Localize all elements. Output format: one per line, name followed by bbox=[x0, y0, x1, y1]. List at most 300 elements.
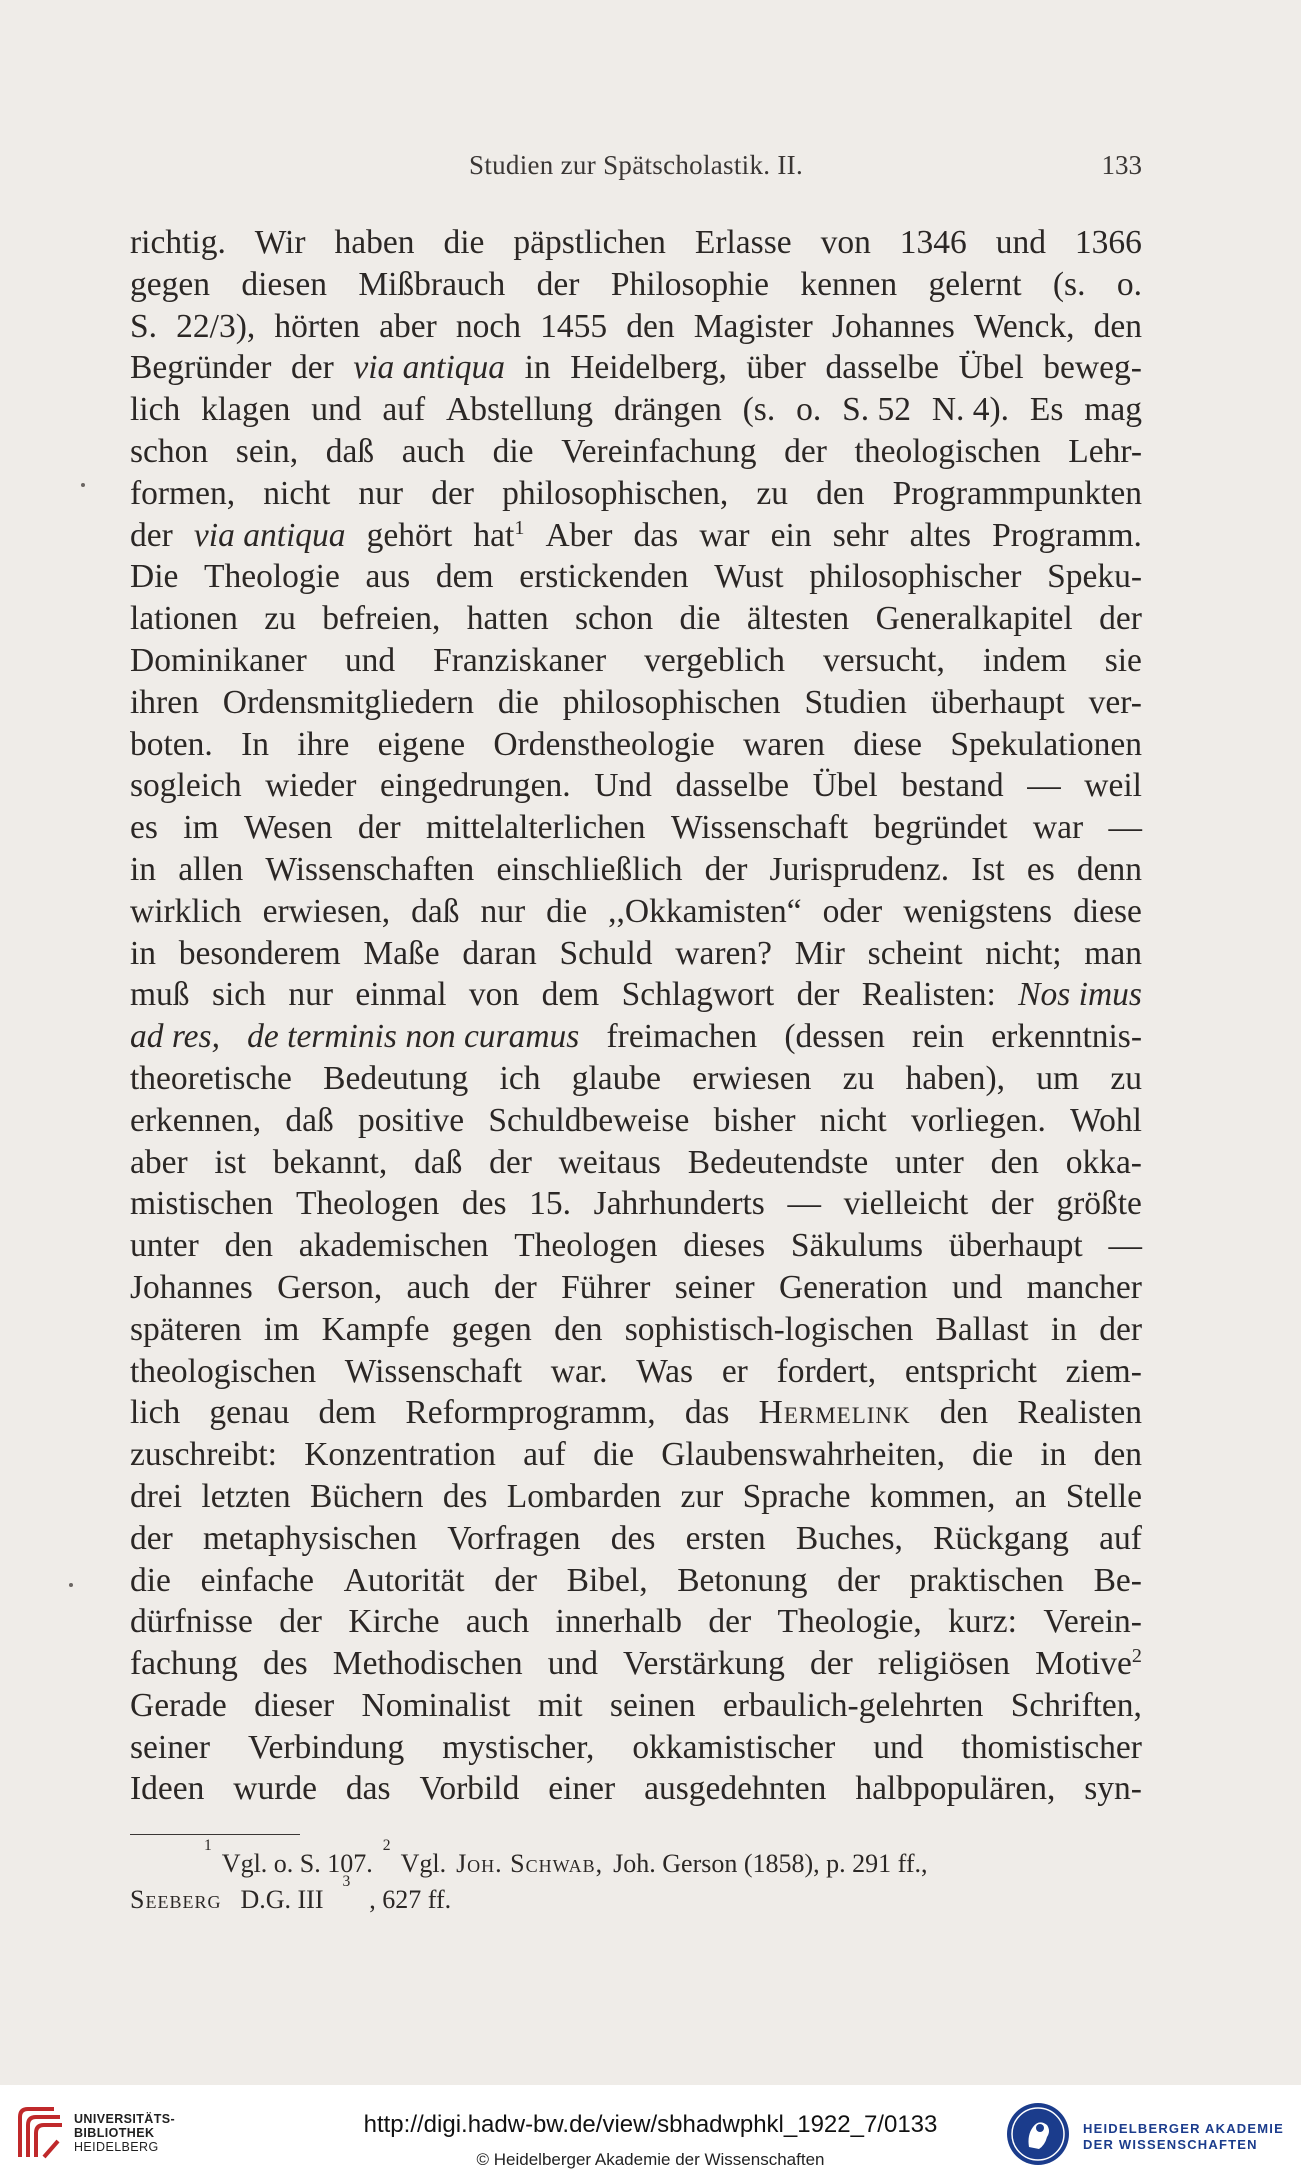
text-line bbox=[130, 640, 1142, 682]
word bbox=[1089, 682, 1142, 724]
word-text: Ist bbox=[971, 850, 1005, 888]
word bbox=[323, 1058, 468, 1100]
word bbox=[362, 1685, 511, 1727]
word bbox=[708, 1601, 751, 1643]
word bbox=[823, 640, 945, 682]
word bbox=[961, 1727, 1142, 1769]
word bbox=[570, 347, 727, 389]
word-text: o. bbox=[796, 391, 822, 429]
word-text: hörten bbox=[274, 307, 360, 345]
text-line bbox=[130, 849, 1142, 891]
word-text: lich bbox=[130, 1394, 181, 1432]
word-text: die bbox=[492, 432, 534, 470]
text-line bbox=[130, 1309, 1142, 1351]
word bbox=[493, 724, 714, 766]
word bbox=[130, 222, 226, 264]
word-text: muß bbox=[130, 976, 190, 1014]
word bbox=[353, 347, 505, 389]
word bbox=[462, 933, 536, 975]
word bbox=[358, 264, 505, 306]
word bbox=[675, 1267, 755, 1309]
word bbox=[952, 1267, 1002, 1309]
word-text: philosophischen bbox=[562, 683, 781, 721]
word bbox=[411, 891, 459, 933]
word bbox=[936, 1309, 1029, 1351]
word-text: Theologie bbox=[204, 558, 340, 596]
word-text: Lehr- bbox=[1068, 432, 1142, 470]
word bbox=[130, 389, 180, 431]
word-text: man bbox=[1084, 934, 1142, 972]
word-text: Buches, bbox=[795, 1519, 903, 1557]
word-text: die bbox=[679, 600, 721, 638]
word-text: hat bbox=[473, 516, 515, 554]
word bbox=[130, 1058, 292, 1100]
page-url-link[interactable]: http://digi.hadw-bw.de/view/sbhadwphkl_1922_7/0133 bbox=[363, 2111, 938, 2138]
text-line bbox=[130, 724, 1142, 766]
word bbox=[844, 1183, 969, 1225]
word bbox=[130, 1643, 238, 1685]
word-text: den bbox=[554, 1310, 603, 1348]
word bbox=[800, 264, 897, 306]
word-text: und bbox=[873, 1728, 924, 1766]
word-text: Bedeutung bbox=[323, 1059, 469, 1097]
word-text: Theologen bbox=[514, 1227, 658, 1265]
text-line bbox=[130, 1685, 1142, 1727]
word bbox=[178, 849, 243, 891]
word-text: sophistisch-logischen bbox=[624, 1310, 914, 1348]
word bbox=[358, 473, 403, 515]
word bbox=[974, 306, 1075, 348]
word-text: auch bbox=[465, 1603, 530, 1641]
word bbox=[130, 640, 307, 682]
word-text: waren bbox=[743, 725, 825, 763]
word-text: daran bbox=[462, 934, 537, 972]
word bbox=[201, 1476, 290, 1518]
word-text: um bbox=[1036, 1059, 1080, 1097]
word bbox=[771, 515, 812, 557]
word-text: Programmpunkten bbox=[892, 474, 1142, 512]
word bbox=[1033, 807, 1083, 849]
word-text: Magister bbox=[693, 307, 813, 345]
word bbox=[1027, 1267, 1142, 1309]
word-text: begründet bbox=[873, 809, 1008, 847]
word bbox=[462, 1183, 507, 1225]
word-text: Realisten bbox=[1017, 1394, 1142, 1432]
word-text: haben), bbox=[905, 1059, 1006, 1097]
word-text: letzten bbox=[201, 1477, 291, 1515]
word-text: 1346 bbox=[899, 224, 967, 261]
word-text: dasselbe bbox=[675, 767, 790, 805]
text-line bbox=[130, 1434, 1142, 1476]
word-text: des bbox=[442, 1477, 488, 1515]
word-text: Motive bbox=[1035, 1645, 1132, 1683]
word bbox=[795, 933, 845, 975]
word-text: nicht bbox=[263, 474, 331, 512]
word bbox=[842, 389, 911, 431]
word-text: richtig. bbox=[130, 224, 226, 261]
word-text: Kirche bbox=[348, 1603, 440, 1641]
word bbox=[820, 1100, 887, 1142]
word-text: aus bbox=[365, 558, 411, 596]
word bbox=[746, 347, 806, 389]
word bbox=[419, 1768, 519, 1810]
word bbox=[277, 1267, 382, 1309]
word-text: seiner bbox=[130, 1728, 210, 1766]
word bbox=[183, 807, 218, 849]
text-line bbox=[130, 556, 1142, 598]
word-text: Methodischen bbox=[332, 1645, 523, 1683]
word bbox=[991, 1016, 1142, 1058]
word bbox=[949, 1225, 1083, 1267]
word bbox=[722, 1351, 748, 1393]
word-text: Theologie, bbox=[777, 1603, 922, 1641]
word bbox=[274, 306, 360, 348]
word-text: ein bbox=[770, 516, 812, 554]
word bbox=[910, 1560, 1064, 1602]
word bbox=[611, 1518, 656, 1560]
word bbox=[333, 1643, 523, 1685]
text-line bbox=[130, 264, 1142, 306]
word-text: S. 52 bbox=[842, 391, 911, 429]
word-text: 1366 bbox=[1074, 224, 1142, 261]
footnote-number: 3 bbox=[342, 1873, 351, 1890]
word-text: rein bbox=[912, 1018, 965, 1056]
word bbox=[279, 1601, 322, 1643]
word bbox=[130, 1601, 253, 1643]
running-head-title: Studien zur Spätscholastik. II. bbox=[469, 150, 803, 180]
word-text: dem bbox=[435, 558, 494, 596]
word-text: es bbox=[130, 809, 158, 847]
word-text: den bbox=[1093, 307, 1142, 345]
word-text: Es bbox=[1029, 391, 1064, 429]
word-text: auf bbox=[1099, 1519, 1142, 1557]
word bbox=[791, 1225, 923, 1267]
word-text: formen, bbox=[130, 474, 236, 512]
word-text: die bbox=[130, 1561, 171, 1599]
word-text: Wust bbox=[714, 558, 784, 596]
word-text: und bbox=[952, 1268, 1003, 1306]
word bbox=[636, 1351, 693, 1393]
word bbox=[265, 849, 474, 891]
word bbox=[743, 724, 825, 766]
word-text: erwiesen bbox=[692, 1059, 812, 1097]
word-text: wurde bbox=[233, 1770, 318, 1808]
word bbox=[264, 598, 296, 640]
word bbox=[456, 1846, 603, 1882]
word-text: indem bbox=[982, 641, 1067, 679]
word bbox=[996, 222, 1046, 264]
margin-speck bbox=[69, 1583, 73, 1587]
word bbox=[932, 389, 1009, 431]
word bbox=[991, 1183, 1034, 1225]
word-text: akademischen bbox=[298, 1227, 489, 1265]
word bbox=[488, 1100, 689, 1142]
word-text: der bbox=[489, 1143, 532, 1181]
word-text: waren? bbox=[675, 934, 772, 972]
word-text: mittelalterlichen bbox=[426, 809, 646, 847]
word-text: Vorfragen bbox=[447, 1519, 581, 1557]
word-text: der bbox=[279, 1603, 322, 1641]
word-text: in bbox=[130, 934, 157, 972]
word-text: Seeberg bbox=[130, 1885, 222, 1914]
word-text: Konzentration bbox=[304, 1436, 496, 1474]
word bbox=[992, 515, 1142, 557]
word bbox=[843, 1058, 875, 1100]
word-text: Ordensmitgliedern bbox=[222, 683, 474, 721]
word-text: sich bbox=[211, 976, 266, 1014]
word-text: Maße bbox=[363, 934, 440, 972]
text-line bbox=[130, 765, 1142, 807]
word bbox=[1094, 1560, 1142, 1602]
word bbox=[130, 807, 158, 849]
word bbox=[1056, 1183, 1142, 1225]
word-text: ersten bbox=[685, 1519, 766, 1557]
word bbox=[816, 473, 864, 515]
text-line bbox=[130, 807, 1142, 849]
word-text: den bbox=[939, 1394, 989, 1432]
word bbox=[334, 222, 414, 264]
word-text: okkamistischer bbox=[632, 1728, 836, 1766]
word-text: ausgedehnten bbox=[644, 1770, 827, 1808]
word bbox=[130, 933, 156, 975]
footnote-rule bbox=[130, 1834, 300, 1835]
word-text: Verein- bbox=[1043, 1603, 1142, 1641]
word bbox=[1047, 556, 1142, 598]
text-line bbox=[130, 222, 1142, 264]
word bbox=[369, 1882, 462, 1918]
word-text: Abstellung bbox=[446, 391, 594, 429]
word bbox=[694, 306, 813, 348]
word-text: er bbox=[721, 1352, 748, 1390]
word bbox=[326, 431, 374, 473]
word-text: erstickenden bbox=[519, 558, 689, 596]
word-text: die bbox=[972, 1436, 1014, 1474]
word bbox=[832, 306, 955, 348]
word bbox=[273, 1142, 387, 1184]
word-text: dieser bbox=[254, 1686, 335, 1724]
word-text: Schuldbeweise bbox=[488, 1101, 690, 1139]
word-text: Franziskaner bbox=[433, 641, 607, 679]
word bbox=[176, 306, 255, 348]
word bbox=[130, 1768, 204, 1810]
word bbox=[296, 1183, 439, 1225]
word bbox=[912, 1016, 964, 1058]
word bbox=[263, 891, 390, 933]
word bbox=[626, 306, 674, 348]
word-text: dieses bbox=[683, 1227, 766, 1265]
word-text: theologischen bbox=[130, 1352, 317, 1390]
word-text: Büchern bbox=[310, 1477, 424, 1515]
word bbox=[900, 222, 967, 264]
word bbox=[130, 1309, 242, 1351]
text-line bbox=[130, 1518, 1142, 1560]
text-line bbox=[130, 1100, 1142, 1142]
word bbox=[493, 431, 534, 473]
word-text: war. bbox=[550, 1352, 608, 1390]
word bbox=[1108, 1225, 1142, 1267]
word bbox=[779, 1267, 928, 1309]
word bbox=[467, 598, 549, 640]
word-text: erkennen, bbox=[130, 1101, 262, 1139]
word bbox=[1094, 306, 1142, 348]
word-text: weil bbox=[1084, 767, 1142, 805]
word bbox=[575, 598, 653, 640]
word-text: 15. bbox=[529, 1185, 572, 1223]
word-text: ziem- bbox=[1065, 1352, 1142, 1390]
word bbox=[770, 849, 950, 891]
word-text: bisher bbox=[713, 1101, 796, 1139]
word bbox=[405, 1392, 655, 1434]
word-text: einfache bbox=[200, 1561, 315, 1599]
word-text: die bbox=[497, 683, 539, 721]
word-text: sein, bbox=[235, 432, 299, 470]
word-text: der bbox=[536, 265, 580, 303]
word bbox=[130, 765, 242, 807]
word bbox=[201, 389, 290, 431]
word bbox=[787, 1183, 821, 1225]
word-text: Lombarden bbox=[506, 1477, 662, 1515]
word-text: der bbox=[784, 432, 827, 470]
word bbox=[1099, 598, 1142, 640]
word-text: von bbox=[468, 976, 520, 1014]
word bbox=[905, 1351, 1037, 1393]
word-text: der bbox=[1099, 600, 1142, 638]
word-text: Nominalist bbox=[361, 1686, 511, 1724]
word-text: daß bbox=[325, 432, 375, 470]
text-line bbox=[130, 1601, 1142, 1643]
word bbox=[130, 1476, 182, 1518]
word bbox=[837, 1560, 880, 1602]
word-text: nur bbox=[288, 976, 333, 1014]
page-number: 133 bbox=[1101, 150, 1142, 180]
word-text: klagen bbox=[201, 391, 291, 429]
word bbox=[929, 264, 1022, 306]
word-text: daß bbox=[285, 1101, 334, 1139]
word bbox=[291, 347, 334, 389]
word bbox=[873, 1727, 923, 1769]
word bbox=[911, 1100, 1046, 1142]
word bbox=[874, 807, 1008, 849]
word bbox=[201, 1560, 314, 1602]
word bbox=[813, 765, 878, 807]
text-line bbox=[130, 347, 1142, 389]
word bbox=[431, 473, 474, 515]
word bbox=[1030, 389, 1064, 431]
word bbox=[676, 765, 790, 807]
word-text: Generation bbox=[778, 1268, 928, 1306]
word-text: überhaupt bbox=[930, 683, 1065, 721]
word-text: das bbox=[684, 1394, 730, 1432]
text-line bbox=[130, 306, 1142, 348]
word bbox=[130, 515, 173, 557]
word-text: dasselbe bbox=[825, 349, 940, 387]
word-text: einmal bbox=[355, 976, 447, 1014]
word-text: theoretische bbox=[130, 1059, 292, 1097]
word bbox=[1105, 640, 1142, 682]
word bbox=[130, 556, 178, 598]
word-text: zu bbox=[264, 600, 296, 638]
word bbox=[537, 264, 580, 306]
text-line bbox=[130, 1643, 1142, 1685]
word-text: die bbox=[593, 1436, 634, 1474]
word-text: war bbox=[1032, 809, 1084, 847]
word-text: Studien bbox=[804, 683, 907, 721]
word bbox=[681, 1476, 724, 1518]
word-text: Hermelink bbox=[758, 1394, 911, 1432]
viewer-footer bbox=[0, 2085, 1301, 2182]
text-line bbox=[130, 974, 1142, 1016]
word bbox=[723, 1685, 983, 1727]
word bbox=[1117, 264, 1142, 306]
word bbox=[878, 1643, 1010, 1685]
word bbox=[436, 556, 494, 598]
word-text: S. bbox=[130, 307, 158, 345]
word-text: de terminis non curamus bbox=[247, 1018, 580, 1056]
word bbox=[644, 640, 785, 682]
word bbox=[714, 556, 783, 598]
word bbox=[743, 389, 776, 431]
word bbox=[433, 640, 606, 682]
word bbox=[613, 1846, 927, 1882]
word-text: und bbox=[311, 391, 362, 429]
word bbox=[784, 431, 827, 473]
word bbox=[236, 431, 298, 473]
text-line bbox=[130, 1142, 1142, 1184]
word bbox=[443, 1476, 488, 1518]
word bbox=[1066, 1351, 1142, 1393]
word-text: daß bbox=[413, 1143, 463, 1181]
word-text: Wissenschaft bbox=[670, 809, 849, 847]
word-text: haben bbox=[334, 224, 415, 261]
word bbox=[855, 431, 1041, 473]
word bbox=[130, 1016, 220, 1058]
word-text: Spekulationen bbox=[950, 725, 1142, 763]
word bbox=[632, 1727, 835, 1769]
word-text: Wenck, bbox=[973, 307, 1075, 345]
word-text: vielleicht bbox=[843, 1185, 969, 1223]
word-text: freimachen bbox=[606, 1018, 758, 1056]
word-text: eingedrungen. bbox=[379, 767, 571, 805]
word-text: der bbox=[704, 850, 748, 888]
word bbox=[644, 1768, 826, 1810]
word-text: Übel bbox=[958, 349, 1024, 387]
word bbox=[1036, 1058, 1079, 1100]
word bbox=[608, 891, 802, 933]
word-text: 1455 bbox=[540, 307, 608, 345]
word-text: Schriften, bbox=[1010, 1686, 1142, 1724]
word bbox=[344, 1560, 465, 1602]
word-text: Jurisprudenz. bbox=[769, 850, 950, 888]
word bbox=[288, 974, 333, 1016]
word bbox=[796, 1518, 903, 1560]
word bbox=[853, 724, 922, 766]
body-text bbox=[130, 222, 1142, 1810]
text-line bbox=[130, 1476, 1142, 1518]
word bbox=[130, 1882, 232, 1918]
word-text: und bbox=[995, 224, 1046, 261]
word-text: Wesen bbox=[244, 809, 333, 847]
word bbox=[130, 1392, 180, 1434]
word-text: der bbox=[796, 976, 840, 1014]
word bbox=[862, 974, 996, 1016]
word bbox=[130, 473, 235, 515]
word bbox=[972, 1434, 1013, 1476]
text-line bbox=[130, 1016, 1142, 1058]
word-text: Kampfe bbox=[321, 1310, 430, 1348]
word bbox=[407, 1267, 470, 1309]
word bbox=[855, 1768, 1055, 1810]
word-text: seiner bbox=[674, 1268, 755, 1306]
